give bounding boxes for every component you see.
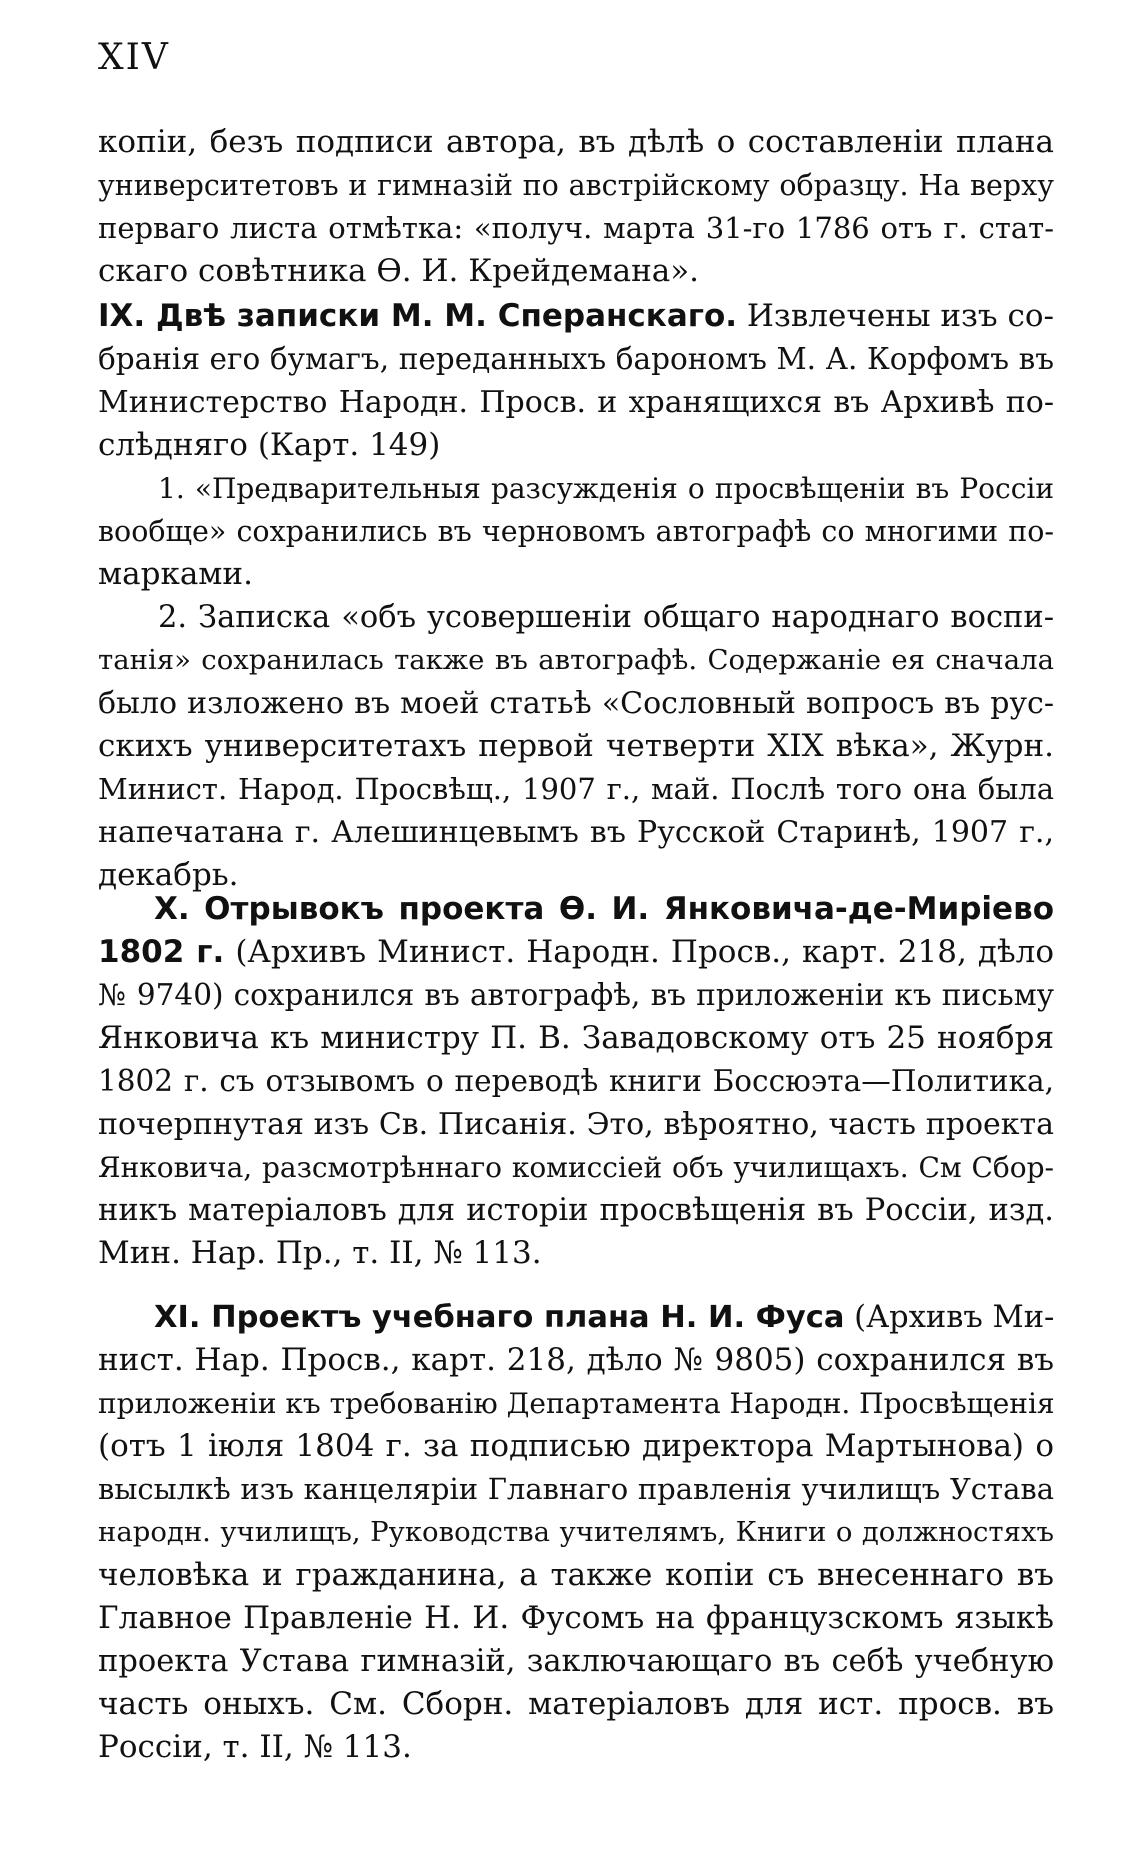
section-xi-heading: XI. Проектъ учебнаго плана Н. И. Фуса <box>154 1300 845 1335</box>
section-x-heading-year: 1802 г. <box>98 934 225 970</box>
section-xi-heading-rest: (Архивъ Ми- <box>854 1300 1055 1335</box>
text-line: танія» сохранилась также въ автографѣ. Содержаніе ея сначала <box>98 644 1054 676</box>
text-line: народн. училищъ, Руководства учителямъ, Книги о должностяхъ <box>98 1516 1054 1548</box>
section-xi <box>98 1296 1054 1769</box>
text-line: № 9740) сохранился въ автографѣ, въ приложеніи къ письму <box>98 978 1054 1012</box>
text-line: слѣдняго (Карт. 149) <box>98 427 441 463</box>
text-line: часть оныхъ. См. Сборн. матеріаловъ для ист. просв. въ <box>98 1686 1054 1722</box>
text-line: почерпнутая изъ Св. Писанія. Это, вѣроятно, часть проекта <box>98 1107 1054 1142</box>
page-number: XIV <box>98 37 170 78</box>
section-ix-heading-line <box>98 295 1054 338</box>
text-line: высылкѣ изъ канцеляріи Главнаго правленія училищъ Устава <box>98 1472 1054 1506</box>
section-x-heading-line2 <box>98 931 1054 974</box>
text-line: Янковича, разсмотрѣннаго комиссіей объ училищахъ. См Сбор- <box>98 1151 1054 1184</box>
text-line: Главное Правленіе Н. И. Фусомъ на французскомъ языкѣ <box>98 1600 1054 1636</box>
section-ix <box>98 295 1054 897</box>
section-x <box>98 888 1054 1275</box>
text-line: нист. Нар. Просв., карт. 218, дѣло № 9805) сохранился въ <box>98 1342 1054 1378</box>
text-line: человѣка и гражданина, а также копіи съ внесеннаго въ <box>98 1557 1054 1593</box>
section-ix-heading: IX. Двѣ записки М. М. Сперанскаго. <box>98 298 738 334</box>
text-line: декабрь. <box>98 857 239 893</box>
text-line: 1. «Предварительныя разсужденія о просвѣщеніи въ Россіи <box>158 472 1054 505</box>
text-line: университетовъ и гимназій по австрійскому образцу. На верху <box>98 169 1054 202</box>
section-xi-heading-line <box>98 1296 1054 1339</box>
text-line: скихъ университетахъ первой четверти XIX вѣка», Журн. <box>98 728 1054 764</box>
section-x-heading-rest: (Архивъ Минист. Народн. Просв., карт. 218, дѣло <box>235 934 1055 970</box>
text-line: Мин. Нар. Пр., т. II, № 113. <box>98 1235 542 1271</box>
text-line: Янковича къ министру П. В. Завадовскому отъ 25 ноября <box>98 1020 1054 1056</box>
text-line: бранія его бумагъ, переданныхъ барономъ М. А. Корфомъ въ <box>98 342 1054 376</box>
text-line: напечатана г. Алешинцевымъ въ Русской Старинѣ, 1907 г., <box>98 815 1054 850</box>
section-x-heading: X. Отрывокъ проекта Ѳ. И. Янковича-де-Миріево <box>154 891 1054 927</box>
text-line: Министерство Народн. Просв. и хранящихся въ Архивѣ по- <box>98 385 1054 420</box>
section-ix-heading-rest: Извлечены изъ со- <box>746 298 1055 334</box>
text-line: 1802 г. съ отзывомъ о переводѣ книги Боссюэта—Политика, <box>98 1064 1054 1098</box>
text-line: Минист. Народ. Просвѣщ., 1907 г., май. Послѣ того она была <box>98 772 1054 806</box>
text-line: (отъ 1 іюля 1804 г. за подписью директора Мартынова) о <box>98 1428 1054 1464</box>
text-line: вообще» сохранились въ черновомъ автографѣ со многими по- <box>98 515 1054 548</box>
text-line: скаго совѣтника Ѳ. И. Крейдемана». <box>98 253 700 289</box>
text-line: Россіи, т. II, № 113. <box>98 1729 412 1765</box>
continuation-paragraph <box>98 121 1054 293</box>
text-line: 2. Записка «объ усовершеніи общаго народнаго воспи- <box>158 600 1054 635</box>
text-line: было изложено въ моей статьѣ «Сословный вопросъ въ рус- <box>98 686 1054 721</box>
text-line: проекта Устава гимназій, заключающаго въ себѣ учебную <box>98 1644 1054 1679</box>
text-line: никъ матеріаловъ для исторіи просвѣщенія въ Россіи, изд. <box>98 1193 1054 1228</box>
text-line: марками. <box>98 556 253 592</box>
text-line: копіи, безъ подписи автора, въ дѣлѣ о составленіи плана <box>98 124 1054 160</box>
text-line: приложеніи къ требованію Департамента Народн. Просвѣщенія <box>98 1387 1055 1420</box>
text-line: перваго листа отмѣтка: «получ. марта 31-го 1786 отъ г. стат- <box>98 211 1054 245</box>
